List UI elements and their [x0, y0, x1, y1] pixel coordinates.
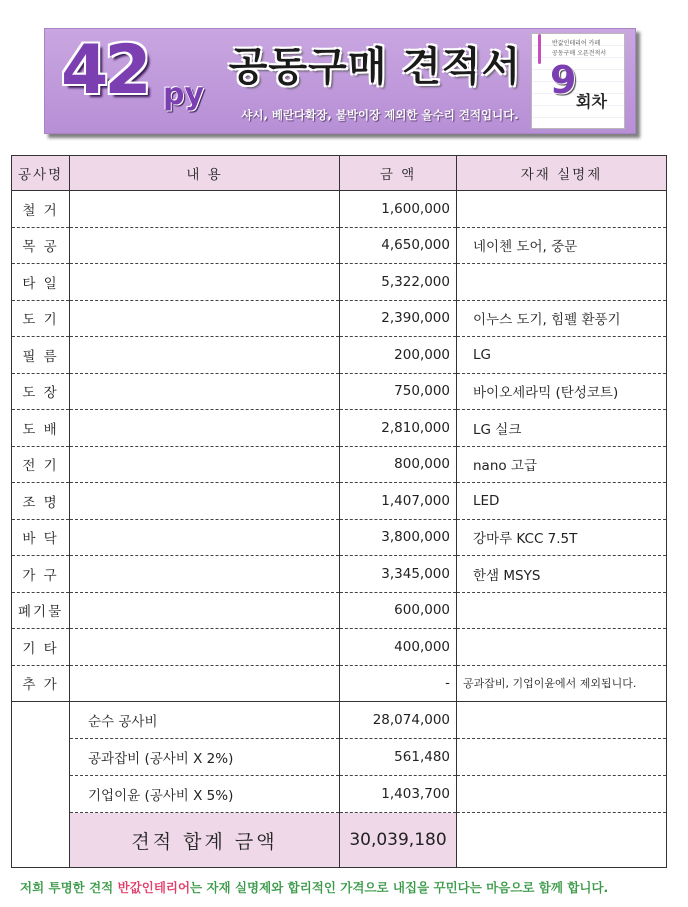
row-description — [70, 337, 340, 374]
row-description — [70, 556, 340, 593]
row-amount: 3,345,000 — [340, 556, 457, 593]
grand-total-amount: 30,039,180 — [340, 813, 457, 868]
table-row — [12, 665, 667, 702]
row-description — [70, 227, 340, 264]
footer-part1: 저희 투명한 견적 — [20, 880, 118, 895]
row-amount: 4,650,000 — [340, 227, 457, 264]
summary-amount: 1,403,700 — [340, 776, 457, 813]
summary-material — [457, 739, 667, 776]
round-label: 회차 — [576, 92, 607, 111]
row-material: 강마루 KCC 7.5T — [457, 519, 667, 556]
row-amount: 3,800,000 — [340, 519, 457, 556]
header-material: 자재 실명제 — [457, 156, 667, 191]
row-category: 추 가 — [12, 665, 70, 702]
summary-label: 기업이윤 (공사비 X 5%) — [70, 776, 340, 813]
table-row — [12, 264, 667, 301]
round-card — [531, 33, 625, 129]
row-description — [70, 629, 340, 666]
round-number: 9 — [550, 58, 577, 102]
row-description — [70, 410, 340, 447]
row-amount: 400,000 — [340, 629, 457, 666]
row-amount: 800,000 — [340, 446, 457, 483]
footer-part3: 는 자재 실명제와 합리적인 가격으로 내집을 꾸민다는 마음으로 함께 합니다. — [190, 880, 609, 895]
summary-label: 순수 공사비 — [70, 702, 340, 739]
row-material: 바이오세라믹 (탄성코트) — [457, 373, 667, 410]
table-row — [12, 629, 667, 666]
row-material: LG — [457, 337, 667, 374]
page-subtitle: 샤시, 베란다확장, 붙박이장 제외한 올수리 견적입니다. — [241, 108, 519, 122]
table-row — [12, 191, 667, 228]
row-material — [457, 629, 667, 666]
row-category: 전 기 — [12, 446, 70, 483]
row-description — [70, 592, 340, 629]
summary-amount: 28,074,000 — [340, 702, 457, 739]
row-description — [70, 300, 340, 337]
card-brand-line1: 반값인테리어 카페 — [552, 40, 601, 47]
row-category: 목 공 — [12, 227, 70, 264]
footer-note — [20, 878, 680, 896]
title-banner — [44, 28, 636, 134]
row-material: 공과잡비, 기업이윤에서 제외됩니다. — [457, 665, 667, 702]
logo-unit: py — [163, 77, 205, 112]
row-category: 필 름 — [12, 337, 70, 374]
summary-label: 공과잡비 (공사비 X 2%) — [70, 739, 340, 776]
row-category: 폐기물 — [12, 592, 70, 629]
row-category: 조 명 — [12, 483, 70, 520]
card-brand-line2: 공동구매 오픈견적서 — [552, 50, 607, 57]
row-category: 바 닥 — [12, 519, 70, 556]
table-row — [12, 483, 667, 520]
binder-clip-icon — [538, 34, 541, 64]
summary-row — [12, 739, 667, 776]
table-row — [12, 373, 667, 410]
row-description — [70, 665, 340, 702]
row-category: 철 거 — [12, 191, 70, 228]
summary-row — [12, 702, 667, 739]
row-material — [457, 191, 667, 228]
summary-row — [12, 776, 667, 813]
grand-total-label: 견적 합계 금액 — [70, 813, 340, 868]
row-amount: 1,600,000 — [340, 191, 457, 228]
row-category: 기 타 — [12, 629, 70, 666]
row-amount: 5,322,000 — [340, 264, 457, 301]
row-description — [70, 373, 340, 410]
row-category: 가 구 — [12, 556, 70, 593]
summary-category-cell — [12, 702, 70, 868]
row-category: 도 기 — [12, 300, 70, 337]
table-row — [12, 446, 667, 483]
row-category: 타 일 — [12, 264, 70, 301]
row-category: 도 배 — [12, 410, 70, 447]
table-row — [12, 592, 667, 629]
row-material: LG 실크 — [457, 410, 667, 447]
estimate-table — [11, 155, 667, 868]
table-row — [12, 410, 667, 447]
table-row — [12, 227, 667, 264]
logo-number: 42 — [61, 31, 148, 110]
row-category: 도 장 — [12, 373, 70, 410]
table-row — [12, 337, 667, 374]
row-amount: 600,000 — [340, 592, 457, 629]
row-material — [457, 264, 667, 301]
header-category: 공사명 — [12, 156, 70, 191]
row-amount: 1,407,000 — [340, 483, 457, 520]
row-amount: 750,000 — [340, 373, 457, 410]
table-row — [12, 519, 667, 556]
table-row — [12, 300, 667, 337]
row-amount: - — [340, 665, 457, 702]
row-material: LED — [457, 483, 667, 520]
row-material: 한샘 MSYS — [457, 556, 667, 593]
row-description — [70, 191, 340, 228]
row-description — [70, 519, 340, 556]
row-material: 네이첸 도어, 중문 — [457, 227, 667, 264]
grand-total-row — [12, 813, 667, 868]
row-description — [70, 264, 340, 301]
row-description — [70, 483, 340, 520]
row-material — [457, 592, 667, 629]
summary-material — [457, 702, 667, 739]
table-header-row — [12, 156, 667, 191]
row-material: nano 고급 — [457, 446, 667, 483]
summary-material — [457, 776, 667, 813]
header-amount: 금 액 — [340, 156, 457, 191]
row-material: 이누스 도기, 힘펠 환풍기 — [457, 300, 667, 337]
table-row — [12, 556, 667, 593]
row-amount: 2,390,000 — [340, 300, 457, 337]
grand-total-material — [457, 813, 667, 868]
row-amount: 2,810,000 — [340, 410, 457, 447]
summary-amount: 561,480 — [340, 739, 457, 776]
header-description: 내 용 — [70, 156, 340, 191]
page-title: 공동구매 견적서 — [228, 44, 522, 90]
row-amount: 200,000 — [340, 337, 457, 374]
row-description — [70, 446, 340, 483]
footer-brand: 반값인테리어 — [117, 880, 191, 895]
